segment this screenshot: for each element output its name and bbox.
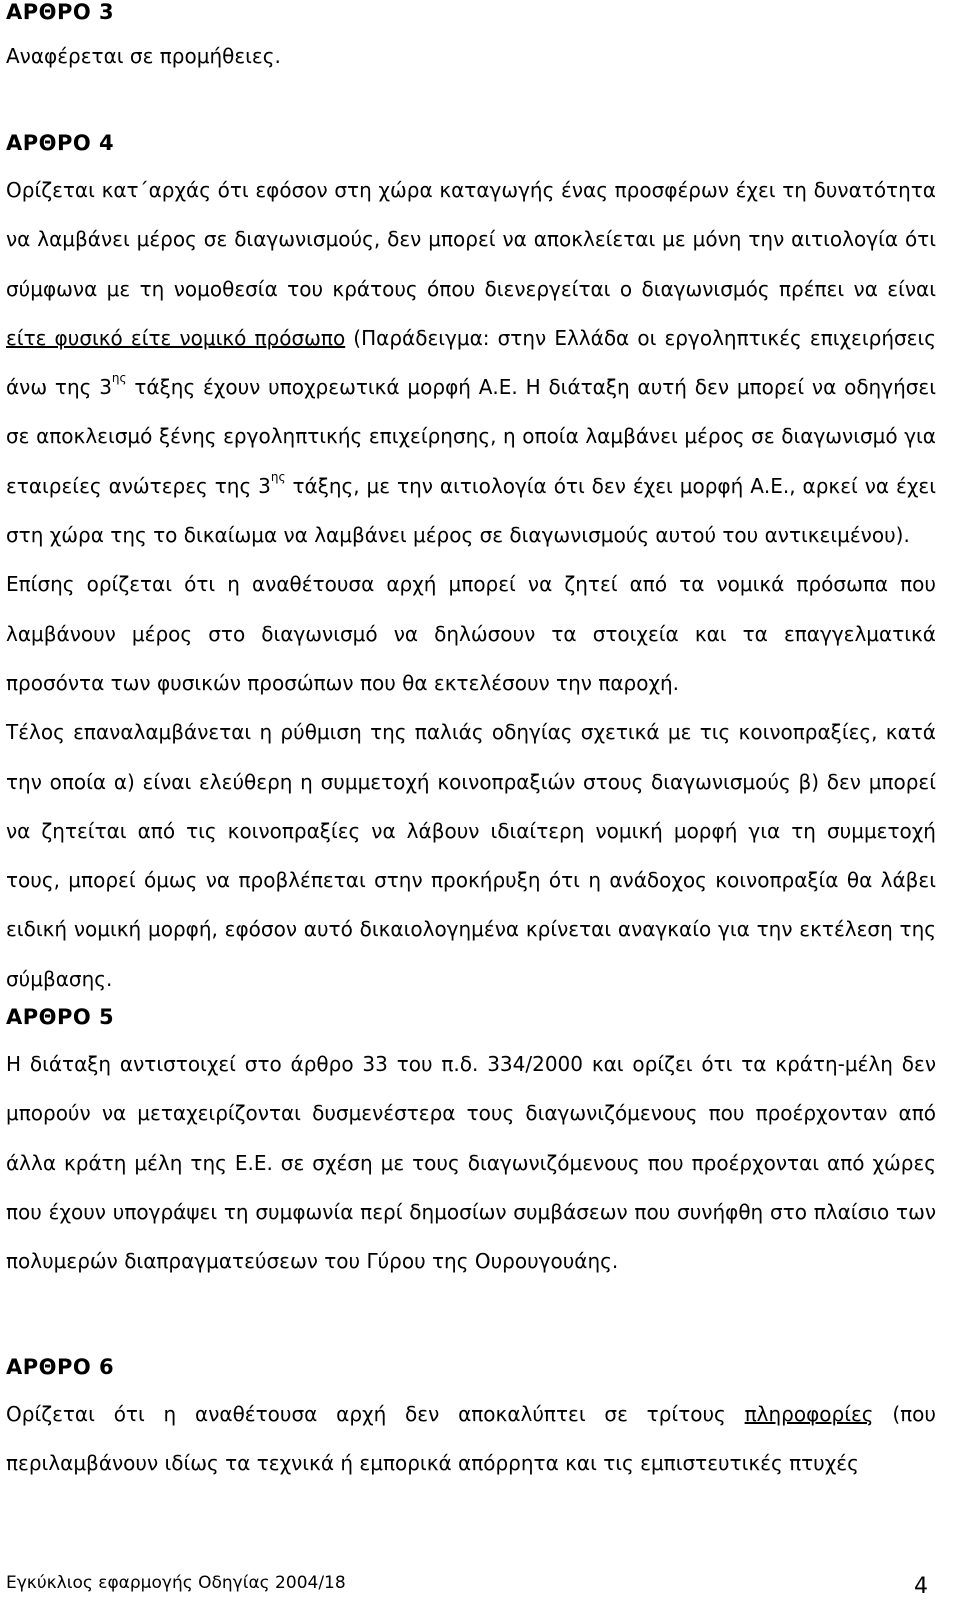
- article-6: [6, 1354, 936, 1489]
- article-4-p1-text-c: τάξης έχουν υποχρεωτικά μορφή Α.Ε. Η διάταξη αυτή δεν μπορεί να οδηγήσει σε αποκλεισμό ξένης εργοληπτικής επιχείρησης, η οποία λαμβάνει μέρος σε διαγωνισμό για εταιρείες ανώτερες της 3: [6, 375, 937, 498]
- article-6-heading: ΑΡΘΡΟ 6: [6, 1355, 115, 1379]
- article-4-paragraph-1: [6, 166, 936, 560]
- article-5-text: Η διάταξη αντιστοιχεί στο άρθρο 33 του π.δ. 334/2000 και ορίζει ότι τα κράτη-μέλη δεν μπορούν να μεταχειρίζονται δυσμενέστερα τους διαγωνιζόμενους που προέρχονταν από άλλα κράτη μέλη της Ε.Ε. σε σχέση με τους διαγωνιζόμενους που προέρχονται από χώρες που έχουν υπογράψει τη συμφωνία περί δημοσίων συμβάσεων που συνήφθη στο πλαίσιο των πολυμερών διαπραγματεύσεων του Γύρου της Ουρουγουάης.: [6, 1052, 936, 1274]
- article-4-paragraph-2: Επίσης ορίζεται ότι η αναθέτουσα αρχή μπορεί να ζητεί από τα νομικά πρόσωπα που λαμβάνουν μέρος στο διαγωνισμό να δηλώσουν τα στοιχεία και τα επαγγελματικά προσόντα των φυσικών προσώπων που θα εκτελέσουν την παροχή.: [6, 572, 936, 695]
- article-4-heading: ΑΡΘΡΟ 4: [6, 131, 115, 155]
- article-4: [6, 130, 936, 1004]
- article-3-text: Αναφέρεται σε προμήθειες.: [6, 44, 281, 68]
- ordinal-superscript: ης: [270, 469, 286, 484]
- article-4-p1-text-b: (Παράδειγμα: στην Ελλάδα οι εργοληπτικές επιχειρήσεις άνω της 3: [6, 325, 936, 400]
- article-6-text: [6, 1390, 936, 1489]
- article-4-p1-text-d: τάξης, με την αιτιολογία ότι δεν έχει μορφή Α.Ε., αρκεί να έχει στη χώρα της το δικαίωμα να λαμβάνει μέρος σε διαγωνισμούς αυτού του αντικειμένου).: [6, 473, 936, 548]
- article-3-heading: ΑΡΘΡΟ 3: [6, 0, 115, 24]
- article-6-text-b: (που περιλαμβάνουν ιδίως τα τεχνικά ή εμπορικά απόρρητα και τις εμπιστευτικές πτυχές: [6, 1402, 936, 1476]
- article-4-p1-text-a: Ορίζεται κατ΄αρχάς ότι εφόσον στη χώρα καταγωγής ένας προσφέρων έχει τη δυνατότητα να λαμβάνει μέρος σε διαγωνισμούς, δεν μπορεί να αποκλείεται με μόνη την αιτιολογία ότι σύμφωνα με τη νομοθεσία του κράτους όπου διενεργείται ο διαγωνισμός πρέπει να είναι: [6, 178, 936, 301]
- article-4-paragraph-3: Τέλος επαναλαμβάνεται η ρύθμιση της παλιάς οδηγίας σχετικά με τις κοινοπραξίες, κατά την οποία α) είναι ελεύθερη η συμμετοχή κοινοπραξιών στους διαγωνισμούς β) δεν μπορεί να ζητείται από τις κοινοπραξίες να λάβουν ιδιαίτερη νομική μορφή για τη συμμετοχή τους, μπορεί όμως να προβλέπεται στην προκήρυξη ότι η ανάδοχος κοινοπραξία θα λάβει ειδική νομική μορφή, εφόσον αυτό δικαιολογημένα κρίνεται αναγκαίο για την εκτέλεση της σύμβασης.: [6, 720, 936, 991]
- footer-title: Εγκύκλιος εφαρμογής Οδηγίας 2004/18: [6, 1573, 346, 1593]
- information-link[interactable]: πληροφορίες: [744, 1402, 874, 1426]
- ordinal-superscript: ης: [111, 371, 127, 386]
- article-5: [6, 1004, 936, 1286]
- article-5-heading: ΑΡΘΡΟ 5: [6, 1005, 115, 1029]
- article-3: [6, 0, 936, 70]
- page-number: 4: [914, 1574, 928, 1599]
- article-6-text-a: Ορίζεται ότι η αναθέτουσα αρχή δεν αποκαλύπτει σε τρίτους: [6, 1402, 745, 1426]
- legal-person-link[interactable]: είτε φυσικό είτε νομικό πρόσωπο: [6, 325, 346, 350]
